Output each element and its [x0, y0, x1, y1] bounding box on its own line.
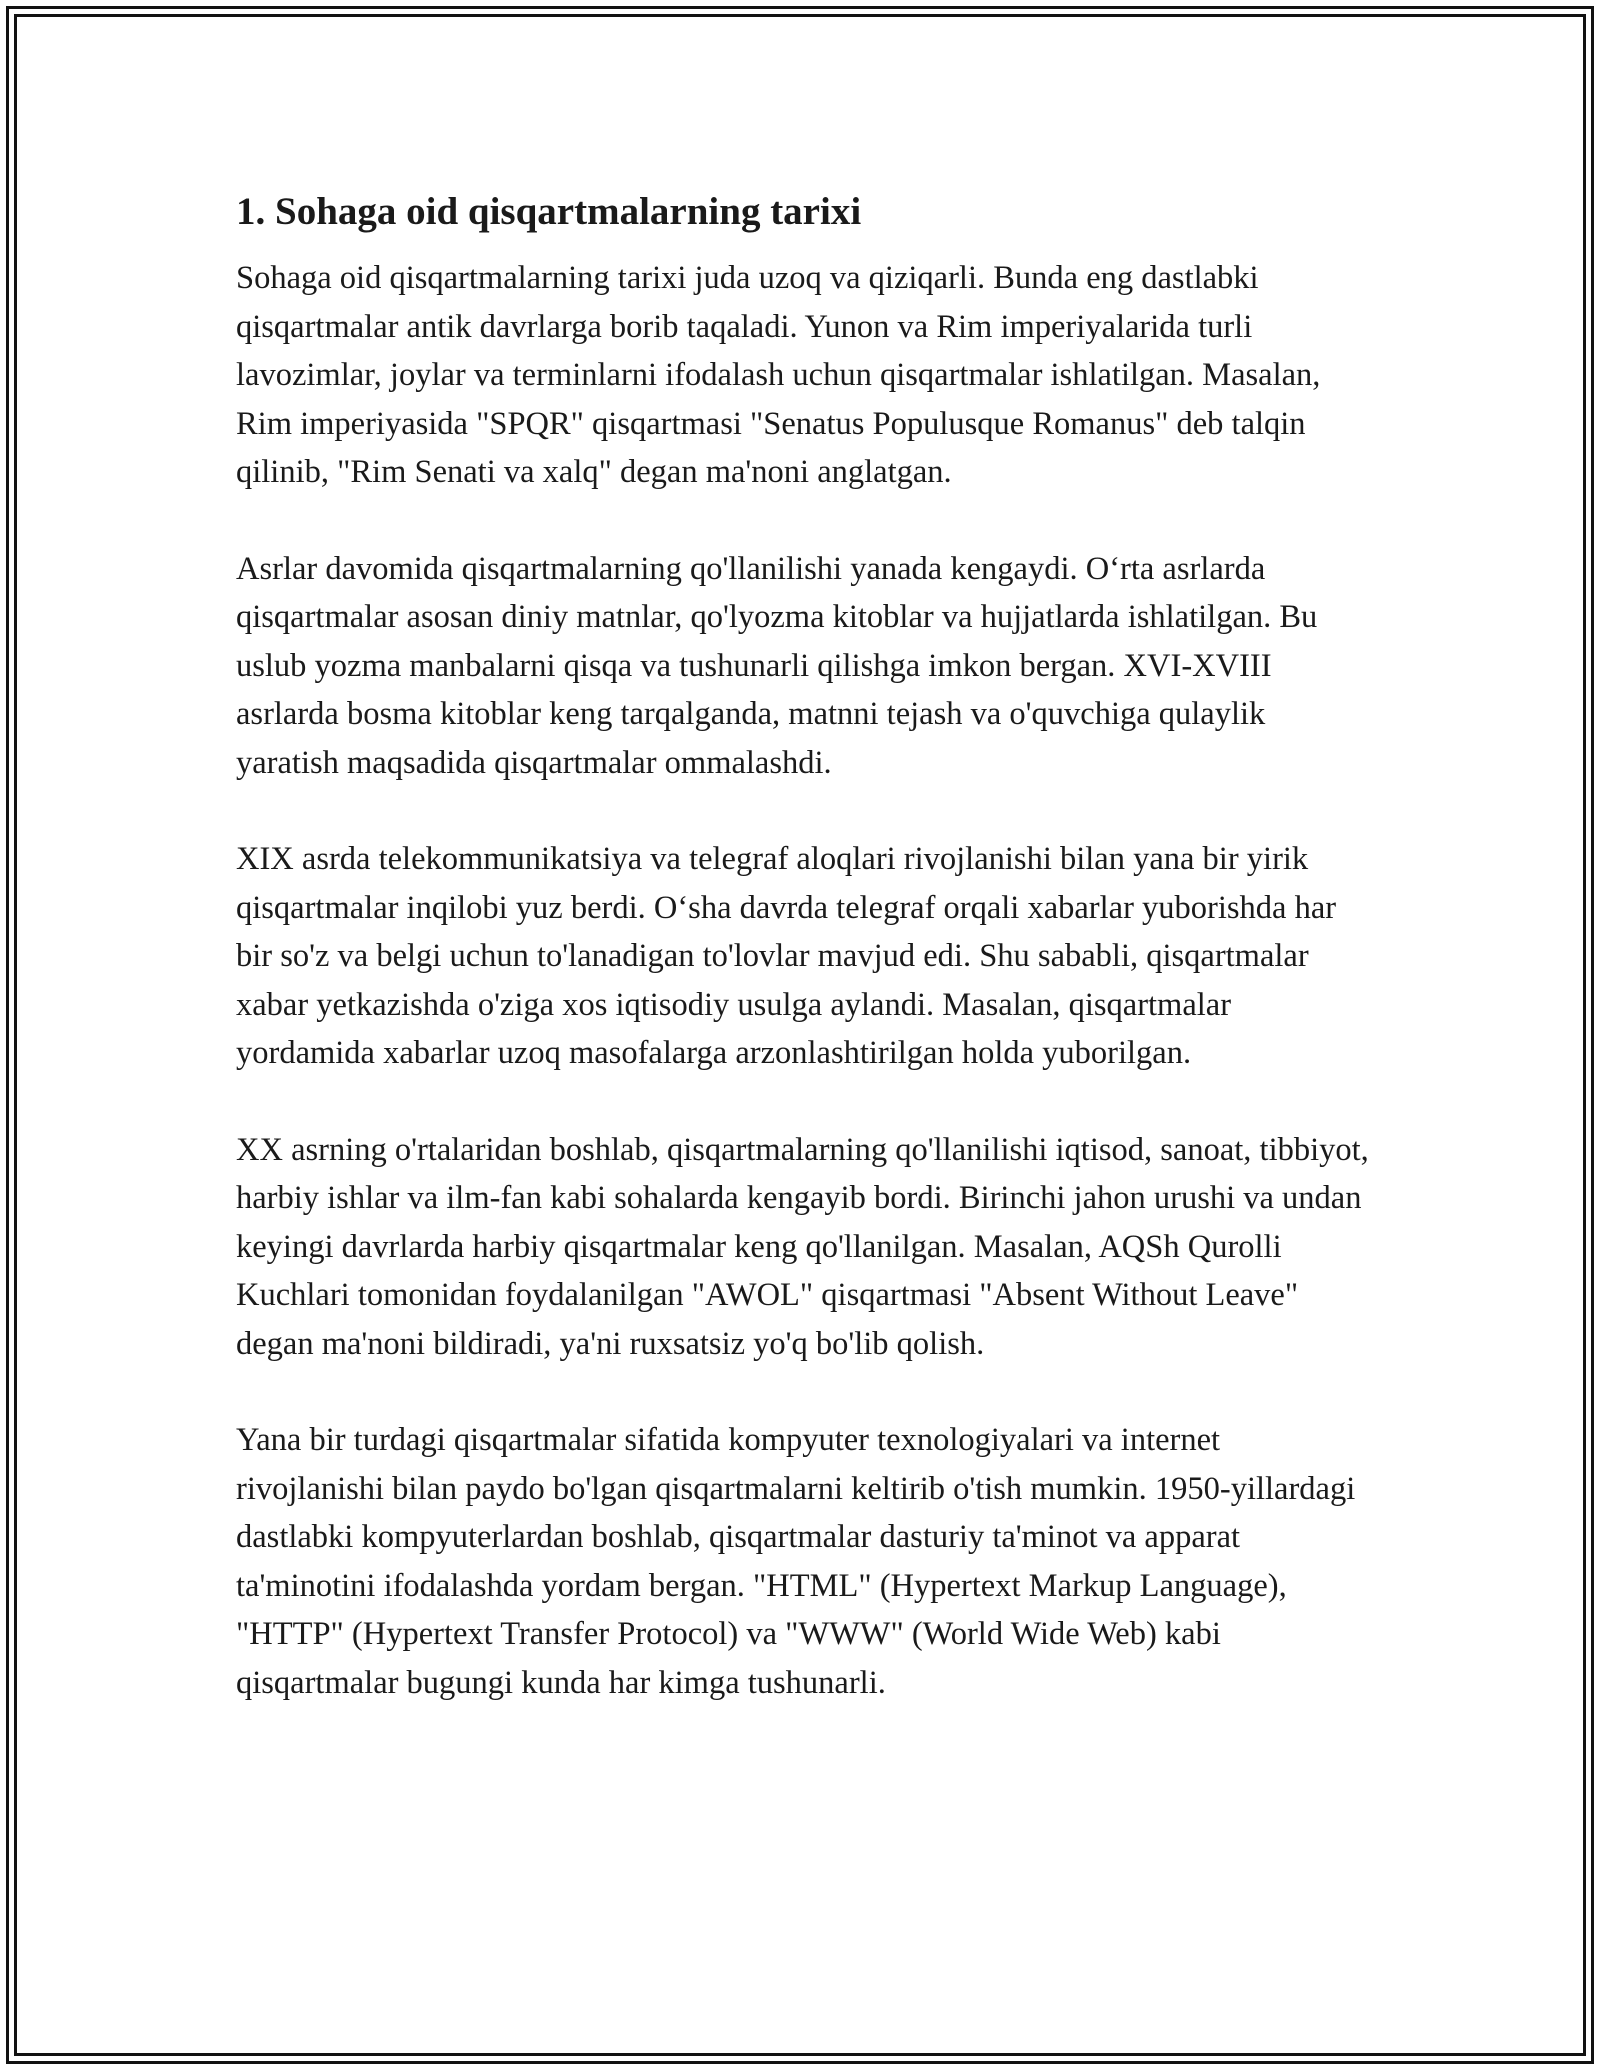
paragraph-4: XX asrning o'rtalaridan boshlab, qisqartmalarning qo'llanilishi iqtisod, sanoat, tibbiyot, harbiy ishlar va ilm-fan kabi sohalarda kengayib bordi. Birinchi jahon urushi va undan keyingi davrlarda harbiy qisqartmalar keng qo'llanilgan. Masalan, AQSh Qurolli Kuchlari tomonidan foydalanilgan "AWOL" qisqartmasi "Absent Without Leave" degan ma'noni bildiradi, ya'ni ruxsatsiz yo'q bo'lib qolish.: [236, 1131, 1369, 1362]
section-heading: 1. Sohaga oid qisqartmalarning tarixi: [236, 190, 862, 233]
paragraph-3: XIX asrda telekommunikatsiya va telegraf aloqlari rivojlanishi bilan yana bir yirik qisqartmalar inqilobi yuz berdi. O‘sha davrda telegraf orqali xabarlar yuborishda har bir so'z va belgi uchun to'lanadigan to'lovlar mavjud edi. Shu sababli, qisqartmalar xabar yetkazishda o'ziga xos iqtisodiy usulga aylandi. Masalan, qisqartmalar yordamida xabarlar uzoq masofalarga arzonlashtirilgan holda yuborilgan.: [236, 841, 1337, 1071]
paragraph-5: Yana bir turdagi qisqartmalar sifatida kompyuter texnologiyalari va internet rivojlanishi bilan paydo bo'lgan qisqartmalarni keltirib o'tish mumkin. 1950-yillardagi dastlabki kompyuterlardan boshlab, qisqartmalar dasturiy ta'minot va apparat ta'minotini ifodalashda yordam bergan. "HTML" (Hypertext Markup Language), "HTTP" (Hypertext Transfer Protocol) va "WWW" (World Wide Web) kabi qisqartmalar bugungi kunda har kimga tushunarli.: [236, 1422, 1356, 1701]
paragraph-1: Sohaga oid qisqartmalarning tarixi juda uzoq va qiziqarli. Bunda eng dastlabki qisqartmalar antik davrlarga borib taqaladi. Yunon va Rim imperiyalarida turli lavozimlar, joylar va terminlarni ifodalash uchun qisqartmalar ishlatilgan. Masalan, Rim imperiyasida "SPQR" qisqartmasi "Senatus Populusque Romanus" deb talqin qilinib, "Rim Senati va xalq" degan ma'noni anglatgan.: [236, 260, 1321, 490]
document-body: [236, 186, 1376, 1755]
paragraph-2: Asrlar davomida qisqartmalarning qo'llanilishi yanada kengaydi. O‘rta asrlarda qisqartmalar asosan diniy matnlar, qo'lyozma kitoblar va hujjatlarda ishlatilgan. Bu uslub yozma manbalarni qisqa va tushunarli qilishga imkon bergan. XVI-XVIII asrlarda bosma kitoblar keng tarqalganda, matnni tejash va o'quvchiga qulaylik yaratish maqsadida qisqartmalar ommalashdi.: [236, 550, 1318, 781]
